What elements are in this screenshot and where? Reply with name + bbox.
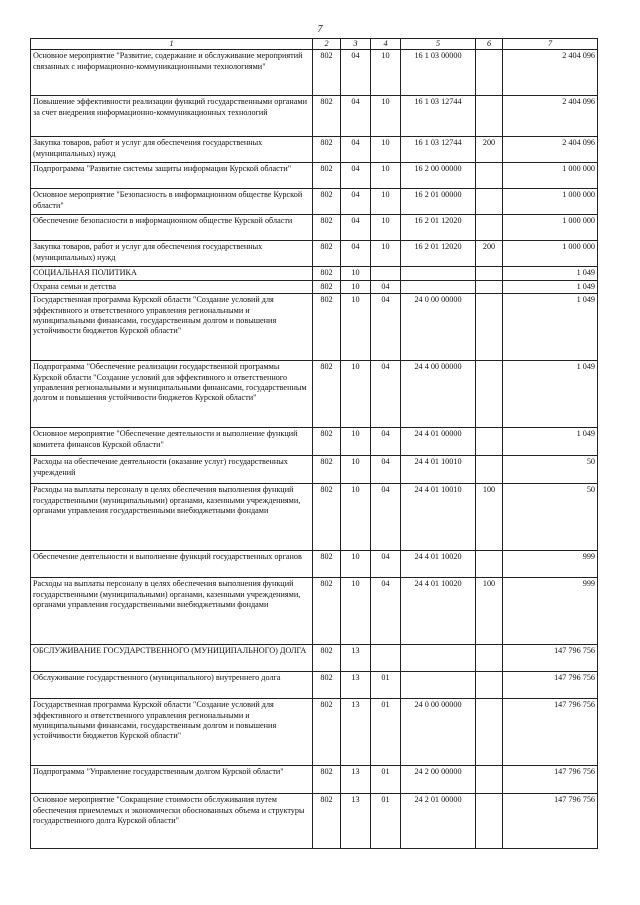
row-amount: 1 000 000 <box>503 241 598 267</box>
row-expense-type-code <box>476 794 503 849</box>
row-admin-code: 802 <box>313 96 341 137</box>
row-name: Государственная программа Курской области "Создание условий для эффективного и ответственного управления региональными и муниципальными финансами, государственным долгом и повышения устойчивости бюджетов Курской области" <box>31 699 313 766</box>
row-expense-type-code <box>476 551 503 578</box>
table-row <box>31 163 598 189</box>
row-expense-type-code <box>476 428 503 456</box>
budget-table <box>30 38 598 849</box>
row-section-code: 04 <box>341 215 371 241</box>
row-admin-code: 802 <box>313 645 341 672</box>
table-row <box>31 189 598 215</box>
table-row <box>31 280 598 293</box>
table-row <box>31 361 598 428</box>
row-expense-type-code: 200 <box>476 137 503 163</box>
row-name: Основное мероприятие "Обеспечение деятельности и выполнение функций комитета финансов Курской области" <box>31 428 313 456</box>
table-row <box>31 137 598 163</box>
table-row <box>31 215 598 241</box>
row-expense-type-code <box>476 215 503 241</box>
row-amount: 2 404 096 <box>503 50 598 96</box>
row-expense-type-code <box>476 294 503 361</box>
row-section-code: 10 <box>341 280 371 293</box>
row-section-code: 13 <box>341 645 371 672</box>
row-section-code: 10 <box>341 267 371 280</box>
row-subsection-code: 01 <box>371 699 401 766</box>
row-expense-type-code <box>476 672 503 699</box>
row-target-item-code <box>401 672 476 699</box>
row-name: Основное мероприятие "Развитие, содержание и обслуживание мероприятий связанных с информационно-коммуникационными технологиями" <box>31 50 313 96</box>
row-name: Основное мероприятие "Безопасность в информационном обществе Курской области" <box>31 189 313 215</box>
row-subsection-code: 10 <box>371 189 401 215</box>
row-amount: 1 049 <box>503 294 598 361</box>
table-row <box>31 456 598 484</box>
table-row <box>31 672 598 699</box>
row-amount: 1 000 000 <box>503 163 598 189</box>
row-target-item-code: 24 2 00 00000 <box>401 766 476 794</box>
table-row <box>31 699 598 766</box>
row-subsection-code: 01 <box>371 794 401 849</box>
row-expense-type-code <box>476 96 503 137</box>
row-expense-type-code <box>476 456 503 484</box>
row-amount: 2 404 096 <box>503 96 598 137</box>
page-number: 7 <box>317 24 323 35</box>
row-amount: 147 796 756 <box>503 672 598 699</box>
row-subsection-code: 04 <box>371 294 401 361</box>
row-admin-code: 802 <box>313 280 341 293</box>
row-name: СОЦИАЛЬНАЯ ПОЛИТИКА <box>31 267 313 280</box>
row-target-item-code: 24 4 01 10020 <box>401 551 476 578</box>
row-admin-code: 802 <box>313 215 341 241</box>
row-admin-code: 802 <box>313 189 341 215</box>
row-amount: 147 796 756 <box>503 699 598 766</box>
column-header: 1 <box>31 39 313 50</box>
row-target-item-code: 16 1 03 00000 <box>401 50 476 96</box>
row-subsection-code: 04 <box>371 428 401 456</box>
row-name: Подпрограмма "Управление государственным долгом Курской области" <box>31 766 313 794</box>
table-row <box>31 428 598 456</box>
row-target-item-code: 24 0 00 00000 <box>401 699 476 766</box>
row-target-item-code: 24 4 00 00000 <box>401 361 476 428</box>
row-subsection-code: 10 <box>371 241 401 267</box>
column-header: 6 <box>476 39 503 50</box>
row-name: Подпрограмма "Развитие системы защиты информации Курской области" <box>31 163 313 189</box>
column-header: 2 <box>313 39 341 50</box>
row-admin-code: 802 <box>313 50 341 96</box>
row-subsection-code <box>371 267 401 280</box>
row-name: Закупка товаров, работ и услуг для обеспечения государственных (муниципальных) нужд <box>31 241 313 267</box>
row-target-item-code <box>401 267 476 280</box>
row-name: Расходы на выплаты персоналу в целях обеспечения выполнения функций государственными (муниципальными) органами, казенными учреждениями, органами управления государственными внебюджетными фондами <box>31 578 313 645</box>
row-expense-type-code: 100 <box>476 484 503 551</box>
row-section-code: 10 <box>341 361 371 428</box>
row-target-item-code <box>401 280 476 293</box>
row-subsection-code: 04 <box>371 551 401 578</box>
row-admin-code: 802 <box>313 672 341 699</box>
row-amount: 1 000 000 <box>503 215 598 241</box>
row-subsection-code: 10 <box>371 96 401 137</box>
row-subsection-code: 04 <box>371 456 401 484</box>
row-name: Основное мероприятие "Сокращение стоимости обслуживания путем обеспечения приемлемых и экономически обоснованных объема и структуры государственного долга Курской области" <box>31 794 313 849</box>
row-admin-code: 802 <box>313 361 341 428</box>
row-subsection-code: 04 <box>371 484 401 551</box>
row-expense-type-code <box>476 189 503 215</box>
row-target-item-code: 24 4 01 10010 <box>401 456 476 484</box>
row-expense-type-code <box>476 699 503 766</box>
row-expense-type-code <box>476 280 503 293</box>
row-expense-type-code <box>476 645 503 672</box>
row-amount: 147 796 756 <box>503 645 598 672</box>
row-section-code: 10 <box>341 578 371 645</box>
row-admin-code: 802 <box>313 766 341 794</box>
column-header: 5 <box>401 39 476 50</box>
row-amount: 50 <box>503 484 598 551</box>
row-subsection-code: 04 <box>371 361 401 428</box>
table-row <box>31 484 598 551</box>
row-target-item-code: 16 2 00 00000 <box>401 163 476 189</box>
row-amount: 147 796 756 <box>503 794 598 849</box>
row-section-code: 10 <box>341 551 371 578</box>
table-row <box>31 578 598 645</box>
row-expense-type-code: 100 <box>476 578 503 645</box>
row-admin-code: 802 <box>313 294 341 361</box>
row-section-code: 13 <box>341 766 371 794</box>
row-admin-code: 802 <box>313 137 341 163</box>
row-target-item-code: 24 4 01 10020 <box>401 578 476 645</box>
row-subsection-code: 04 <box>371 280 401 293</box>
table-row <box>31 766 598 794</box>
row-admin-code: 802 <box>313 794 341 849</box>
row-target-item-code: 16 2 01 12020 <box>401 215 476 241</box>
row-amount: 1 049 <box>503 280 598 293</box>
row-section-code: 10 <box>341 456 371 484</box>
row-section-code: 04 <box>341 137 371 163</box>
row-admin-code: 802 <box>313 163 341 189</box>
row-amount: 50 <box>503 456 598 484</box>
row-amount: 1 049 <box>503 267 598 280</box>
row-name: Охрана семьи и детства <box>31 280 313 293</box>
row-target-item-code: 16 2 01 12020 <box>401 241 476 267</box>
row-amount: 1 049 <box>503 428 598 456</box>
row-name: Расходы на обеспечение деятельности (оказание услуг) государственных учреждений <box>31 456 313 484</box>
row-subsection-code: 10 <box>371 137 401 163</box>
row-target-item-code: 16 2 01 00000 <box>401 189 476 215</box>
row-target-item-code: 24 4 01 00000 <box>401 428 476 456</box>
row-section-code: 13 <box>341 794 371 849</box>
row-amount: 2 404 096 <box>503 137 598 163</box>
row-subsection-code: 01 <box>371 766 401 794</box>
row-name: Обслуживание государственного (муниципального) внутреннего долга <box>31 672 313 699</box>
row-name: Повышение эффективности реализации функций государственными органами за счет внедрения информационно-коммуникационных технологий <box>31 96 313 137</box>
table-header-row <box>31 39 598 50</box>
row-subsection-code: 10 <box>371 50 401 96</box>
row-expense-type-code <box>476 766 503 794</box>
table-row <box>31 551 598 578</box>
row-admin-code: 802 <box>313 267 341 280</box>
row-target-item-code: 24 4 01 10010 <box>401 484 476 551</box>
row-section-code: 04 <box>341 96 371 137</box>
row-expense-type-code <box>476 163 503 189</box>
table-row <box>31 794 598 849</box>
row-amount: 1 000 000 <box>503 189 598 215</box>
column-header: 7 <box>503 39 598 50</box>
table-row <box>31 267 598 280</box>
table-row <box>31 294 598 361</box>
row-admin-code: 802 <box>313 699 341 766</box>
row-expense-type-code <box>476 267 503 280</box>
row-amount: 1 049 <box>503 361 598 428</box>
row-expense-type-code: 200 <box>476 241 503 267</box>
row-subsection-code <box>371 645 401 672</box>
row-admin-code: 802 <box>313 551 341 578</box>
row-admin-code: 802 <box>313 241 341 267</box>
table-row <box>31 645 598 672</box>
row-section-code: 13 <box>341 672 371 699</box>
row-section-code: 04 <box>341 189 371 215</box>
row-subsection-code: 10 <box>371 215 401 241</box>
row-amount: 999 <box>503 578 598 645</box>
row-name: Подпрограмма "Обеспечение реализации государственной программы Курской области "Создание условий для эффективного и ответственного управления региональными и муниципальными финансами, государственным долгом и повышения устойчивости бюджетов Курской области" <box>31 361 313 428</box>
row-name: Расходы на выплаты персоналу в целях обеспечения выполнения функций государственными (муниципальными) органами, казенными учреждениями, органами управления государственными внебюджетными фондами <box>31 484 313 551</box>
column-header: 3 <box>341 39 371 50</box>
row-admin-code: 802 <box>313 578 341 645</box>
row-section-code: 10 <box>341 294 371 361</box>
row-name: Закупка товаров, работ и услуг для обеспечения государственных (муниципальных) нужд <box>31 137 313 163</box>
row-section-code: 10 <box>341 428 371 456</box>
row-target-item-code: 24 0 00 00000 <box>401 294 476 361</box>
row-target-item-code: 24 2 01 00000 <box>401 794 476 849</box>
row-section-code: 13 <box>341 699 371 766</box>
row-target-item-code: 16 1 03 12744 <box>401 96 476 137</box>
row-subsection-code: 01 <box>371 672 401 699</box>
row-subsection-code: 10 <box>371 163 401 189</box>
table-row <box>31 50 598 96</box>
row-section-code: 04 <box>341 50 371 96</box>
row-subsection-code: 04 <box>371 578 401 645</box>
row-name: Обеспечение безопасности в информационном обществе Курской области <box>31 215 313 241</box>
row-admin-code: 802 <box>313 428 341 456</box>
row-expense-type-code <box>476 361 503 428</box>
row-admin-code: 802 <box>313 456 341 484</box>
row-section-code: 04 <box>341 163 371 189</box>
row-amount: 999 <box>503 551 598 578</box>
table-row <box>31 241 598 267</box>
row-section-code: 04 <box>341 241 371 267</box>
table-row <box>31 96 598 137</box>
row-amount: 147 796 756 <box>503 766 598 794</box>
row-name: Государственная программа Курской области "Создание условий для эффективного и ответственного управления региональными и муниципальными финансами, государственным долгом и повышения устойчивости бюджетов Курской области" <box>31 294 313 361</box>
row-target-item-code <box>401 645 476 672</box>
column-header: 4 <box>371 39 401 50</box>
row-name: Обеспечение деятельности и выполнение функций государственных органов <box>31 551 313 578</box>
row-target-item-code: 16 1 03 12744 <box>401 137 476 163</box>
row-name: ОБСЛУЖИВАНИЕ ГОСУДАРСТВЕННОГО (МУНИЦИПАЛЬНОГО) ДОЛГА <box>31 645 313 672</box>
row-admin-code: 802 <box>313 484 341 551</box>
row-section-code: 10 <box>341 484 371 551</box>
row-expense-type-code <box>476 50 503 96</box>
